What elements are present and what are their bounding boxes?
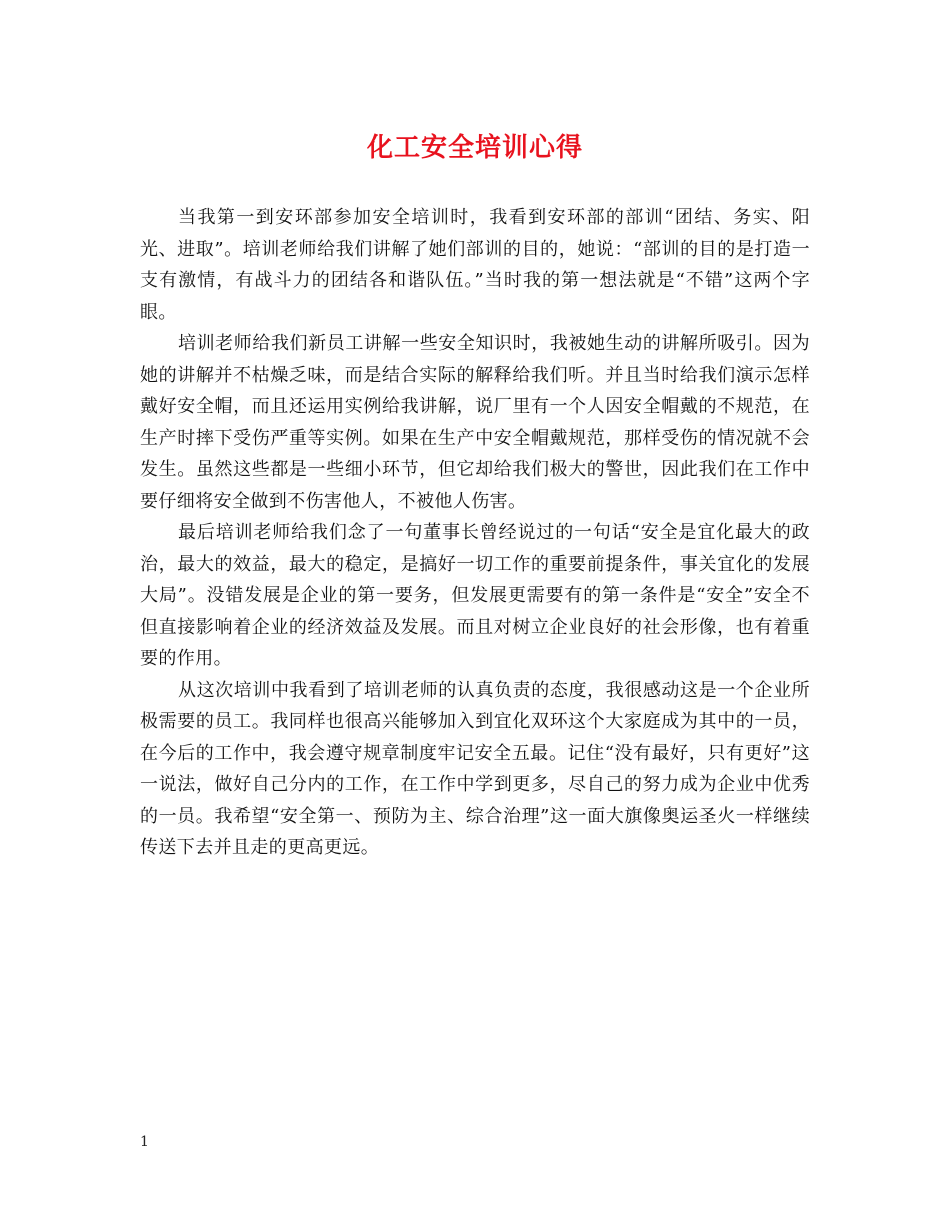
paragraph-4: 从这次培训中我看到了培训老师的认真负责的态度，我很感动这是一个企业所极需要的员工。我同样也很高兴能够加入到宜化双环这个大家庭成为其中的一员，在今后的工作中，我会遵守规章制度牢记安全五最。记住“没有最好，只有更好”这一说法，做好自己分内的工作，在工作中学到更多，尽自己的努力成为企业中优秀的一员。我希望“安全第一、预防为主、综合治理”这一面大旗像奥运圣火一样继续传送下去并且走的更高更远。 <box>140 679 810 858</box>
document-body <box>140 202 810 864</box>
paragraph-3: 最后培训老师给我们念了一句董事长曾经说过的一句话“安全是宜化最大的政治，最大的效益，最大的稳定，是搞好一切工作的重要前提条件，事关宜化的发展大局”。没错发展是企业的第一要务，但发展更需要有的第一条件是“安全”安全不但直接影响着企业的经济效益及发展。而且对树立企业良好的社会形像，也有着重要的作用。 <box>140 522 810 669</box>
document-title: 化工安全培训心得 <box>366 133 583 163</box>
paragraph-1: 当我第一到安环部参加安全培训时，我看到安环部的部训“团结、务实、阳光、进取”。培训老师给我们讲解了她们部训的目的，她说：“部训的目的是打造一支有激情，有战斗力的团结各和谐队伍。”当时我的第一想法就是“不错”这两个字眼。 <box>140 207 810 323</box>
page-number: 1 <box>140 1134 149 1150</box>
paragraph-2: 培训老师给我们新员工讲解一些安全知识时，我被她生动的讲解所吸引。因为她的讲解并不枯燥乏味，而是结合实际的解释给我们听。并且当时给我们演示怎样戴好安全帽，而且还运用实例给我讲解，说厂里有一个人因安全帽戴的不规范，在生产时摔下受伤严重等实例。如果在生产中安全帽戴规范，那样受伤的情况就不会发生。虽然这些都是一些细小环节，但它却给我们极大的警世，因此我们在工作中要仔细将安全做到不伤害他人，不被他人伤害。 <box>140 333 810 512</box>
